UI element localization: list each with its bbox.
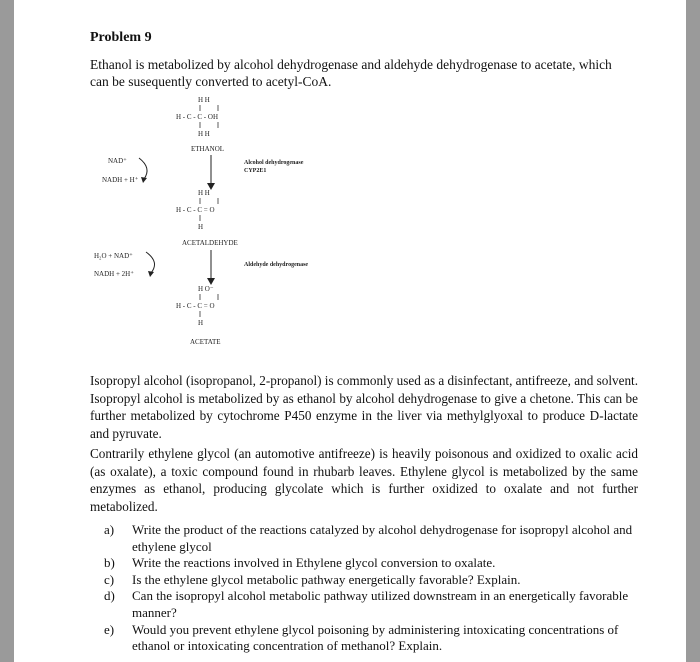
acetaldehyde-row-top: H H <box>198 189 210 197</box>
metabolism-diagram <box>94 95 354 350</box>
step1-cofactor-out: NADH + H⁺ <box>102 176 139 184</box>
step2-cofactor-out: NADH + 2H⁺ <box>94 270 134 278</box>
question-marker: b) <box>104 555 115 571</box>
ethanol-row-mid: H - C - C - OH <box>176 113 218 121</box>
acetaldehyde-label: ACETALDEHYDE <box>182 239 238 247</box>
acetate-row-bot: H <box>198 319 204 327</box>
acetate-structure <box>176 285 221 346</box>
problem-title: Problem 9 <box>90 30 152 45</box>
question-list <box>104 522 634 655</box>
paragraph-ethylene-glycol: Contrarily ethylene glycol (an automotive antifreeze) is heavily poisonous and oxidized to oxalic acid (as oxalate), a toxic compound found in rhubarb leaves. Ethylene glycol is metabolized by the same enzymes as ethanol, producing glycolate which is further oxidized to oxalate and not further metabolized. <box>90 446 638 514</box>
step2-cofactor-in: H₂O + NAD⁺ <box>94 252 133 260</box>
question-text: Is the ethylene glycol metabolic pathway energetically favorable? Explain. <box>132 571 521 587</box>
scan-edge-right <box>686 0 700 662</box>
document-page <box>14 0 686 662</box>
question-text: Write the reactions involved in Ethylene glycol conversion to oxalate. <box>132 555 496 571</box>
acetate-label: ACETATE <box>190 338 221 346</box>
step1-enzyme-line2: CYP2E1 <box>244 168 267 174</box>
step1-cofactor-in: NAD⁺ <box>108 157 127 165</box>
question-text: Write the product of the reactions catalyzed by alcohol dehydrogenase for isopropyl alcohol and ethylene glycol <box>132 522 633 554</box>
ethanol-row-bot: H H <box>198 130 210 138</box>
question-marker: d) <box>104 588 115 604</box>
question-marker: a) <box>104 522 115 537</box>
question-item <box>104 622 634 655</box>
step2-reaction <box>94 250 308 285</box>
acetaldehyde-row-bot: H <box>198 223 204 231</box>
question-text: Can the isopropyl alcohol metabolic pathway utilized downstream in an energetically favorable manner? <box>132 588 629 620</box>
problem-intro: Ethanol is metabolized by alcohol dehydrogenase and aldehyde dehydrogenase to acetate, which can be susequently converted to acetyl-CoA. <box>90 57 612 89</box>
paragraph-isopropyl: Isopropyl alcohol (isopropanol, 2-propanol) is commonly used as a disinfectant, antifreeze, and solvent. Isopropyl alcohol is metabolized by as ethanol by alcohol dehydrogenase to give a chetone. This can be further metabolized by cytochrome P450 enzyme in the liver via methylglyoxal to produce D-lactate and pyruvate. <box>90 373 638 441</box>
ethanol-structure <box>176 96 224 153</box>
step1-reaction <box>102 155 304 190</box>
question-text: Would you prevent ethylene glycol poisoning by administering intoxicating concentrations of ethanol or intoxicating concentration of methanol? Explain. <box>132 621 619 654</box>
question-item <box>104 522 634 555</box>
acetate-row-top: H O⁻ <box>198 285 214 293</box>
question-item <box>104 555 634 572</box>
question-marker: e) <box>104 621 115 637</box>
question-marker: c) <box>104 571 115 587</box>
step2-enzyme: Aldehyde dehydrogenase <box>244 262 309 268</box>
ethanol-row-top: H H <box>198 96 210 104</box>
acetaldehyde-structure <box>176 189 238 247</box>
step1-enzyme-line1: Alcohol dehydrogenase <box>244 160 304 166</box>
acetate-row-mid: H - C - C = O <box>176 302 215 310</box>
acetaldehyde-row-mid: H - C - C = O <box>176 206 215 214</box>
scan-edge-left <box>0 0 14 662</box>
ethanol-label: ETHANOL <box>191 145 225 153</box>
question-item <box>104 588 634 621</box>
question-item <box>104 572 634 589</box>
